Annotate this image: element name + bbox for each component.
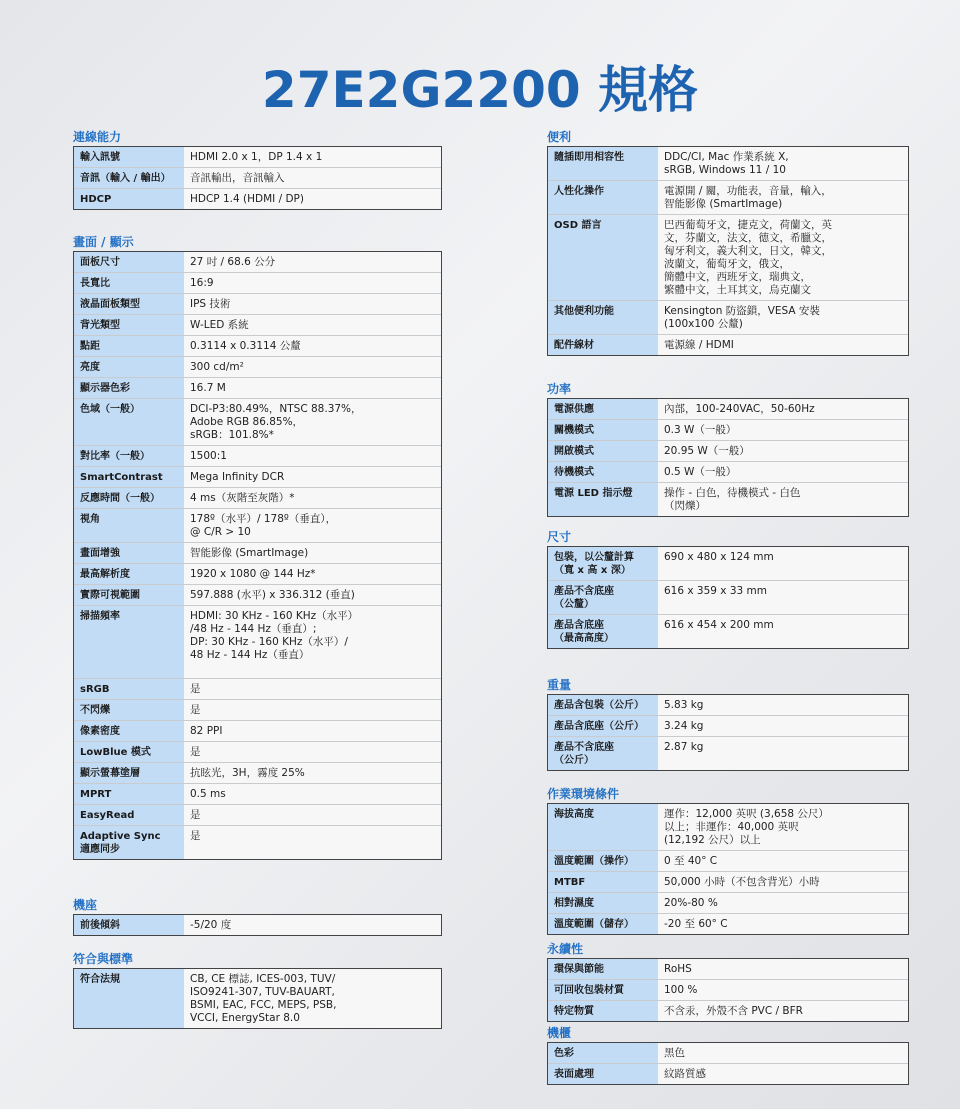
spec-table: [547, 146, 909, 356]
spec-row: [548, 462, 908, 483]
spec-value: -5/20 度: [190, 919, 232, 931]
spec-value: 音訊輸出，音訊輸入: [190, 172, 285, 184]
spec-value: IPS 技術: [190, 298, 231, 310]
spec-value: HDMI 2.0 x 1，DP 1.4 x 1: [190, 151, 323, 163]
spec-value: 1500:1: [190, 450, 227, 462]
spec-section: [547, 128, 909, 356]
spec-row: [548, 914, 908, 934]
spec-key: 環保與節能: [548, 959, 658, 979]
spec-row: [74, 336, 441, 357]
spec-row: [548, 615, 908, 648]
spec-row: [74, 721, 441, 742]
spec-key: 表面處理: [548, 1064, 658, 1084]
spec-row: [74, 399, 441, 446]
section-title: 機櫃: [547, 1026, 572, 1040]
spec-key: 符合法規: [74, 969, 184, 1028]
spec-key: 產品含包裝（公斤）: [548, 695, 658, 715]
spec-value: 20%-80 %: [664, 897, 718, 909]
spec-value: 操作 - 白色，待機模式 - 白色 （閃爍）: [664, 487, 801, 512]
spec-value: 智能影像 (SmartImage): [190, 547, 309, 559]
spec-value: 690 x 480 x 124 mm: [664, 551, 774, 563]
spec-value: 100 %: [664, 984, 698, 996]
section-title: 便利: [547, 130, 572, 144]
spec-value: 16:9: [190, 277, 214, 289]
spec-section: [547, 1024, 909, 1085]
section-title: 功率: [547, 382, 572, 396]
spec-value: 紋路質感: [664, 1068, 706, 1080]
spec-table: [73, 146, 442, 210]
section-title: 作業環境條件: [547, 787, 620, 801]
spec-row: [74, 147, 441, 168]
spec-value: 電源開 / 關，功能表，音量，輸入， 智能影像 (SmartImage): [664, 185, 832, 210]
spec-section: [73, 233, 442, 860]
section-title: 畫面 / 顯示: [73, 235, 134, 249]
spec-key: 可回收包裝材質: [548, 980, 658, 1000]
spec-row: [74, 315, 441, 336]
section-title: 尺寸: [547, 530, 572, 544]
spec-row: [548, 851, 908, 872]
spec-value: 0.3114 x 0.3114 公釐: [190, 340, 301, 352]
spec-section: [73, 896, 442, 936]
spec-value: 616 x 359 x 33 mm: [664, 585, 768, 597]
spec-row: [548, 181, 908, 215]
spec-row: [548, 547, 908, 581]
spec-row: [74, 543, 441, 564]
spec-table: [547, 694, 909, 771]
spec-value: 0 至 40° C: [664, 855, 718, 867]
section-title: 連線能力: [73, 130, 122, 144]
spec-row: [74, 509, 441, 543]
section-title: 符合與標準: [73, 952, 134, 966]
spec-row: [548, 335, 908, 355]
spec-section: [73, 128, 442, 210]
spec-value: 不含汞，外殼不含 PVC / BFR: [664, 1005, 803, 1017]
spec-key: 輸入訊號: [74, 147, 184, 167]
spec-row: [74, 915, 441, 935]
spec-key: LowBlue 模式: [74, 742, 184, 762]
spec-row: [74, 606, 441, 679]
spec-key: 電源 LED 指示燈: [548, 483, 658, 516]
spec-row: [548, 581, 908, 615]
spec-row: [74, 294, 441, 315]
spec-key: 其他便利功能: [548, 301, 658, 334]
spec-key: OSD 語言: [548, 215, 658, 300]
spec-key: MTBF: [548, 872, 658, 892]
spec-value: 82 PPI: [190, 725, 223, 737]
spec-key: SmartContrast: [74, 467, 184, 487]
spec-value: -20 至 60° C: [664, 918, 728, 930]
spec-key: 顯示器色彩: [74, 378, 184, 398]
spec-key: 產品含底座 （最高高度）: [548, 615, 658, 648]
spec-value: 運作：12,000 英呎 (3,658 公尺） 以上；非運作：40,000 英呎 (12,192 公尺）以上: [664, 808, 829, 846]
spec-row: [548, 980, 908, 1001]
spec-table: [547, 958, 909, 1022]
spec-row: [74, 763, 441, 784]
spec-row: [74, 378, 441, 399]
spec-key: 面板尺寸: [74, 252, 184, 272]
spec-key: 畫面增強: [74, 543, 184, 563]
spec-row: [548, 147, 908, 181]
spec-row: [548, 716, 908, 737]
spec-value: 597.888 (水平) x 336.312 (垂直): [190, 589, 355, 601]
spec-key: 電源供應: [548, 399, 658, 419]
spec-key: 相對濕度: [548, 893, 658, 913]
spec-key: 顯示螢幕塗層: [74, 763, 184, 783]
spec-row: [548, 1043, 908, 1064]
spec-value: 20.95 W（一般）: [664, 445, 750, 457]
spec-section: [547, 940, 909, 1022]
page-title: 27E2G2200 規格: [261, 61, 699, 119]
spec-key: MPRT: [74, 784, 184, 804]
spec-key: 最高解析度: [74, 564, 184, 584]
spec-value: 0.5 W（一般）: [664, 466, 737, 478]
spec-row: [548, 959, 908, 980]
spec-key: 點距: [74, 336, 184, 356]
spec-key: 液晶面板類型: [74, 294, 184, 314]
spec-key: 音訊（輸入 / 輸出）: [74, 168, 184, 188]
spec-value: HDCP 1.4 (HDMI / DP): [190, 193, 304, 205]
spec-row: [74, 168, 441, 189]
spec-key: sRGB: [74, 679, 184, 699]
spec-row: [74, 805, 441, 826]
spec-value: CB, CE 標誌, ICES-003, TUV/ ISO9241-307, TUV-BAUART, BSMI, EAC, FCC, MEPS, PSB, VCCI, EnergyStar 8.0: [190, 973, 337, 1024]
spec-row: [548, 737, 908, 770]
spec-key: 人性化操作: [548, 181, 658, 214]
spec-value: 黑色: [664, 1047, 685, 1059]
spec-row: [548, 893, 908, 914]
spec-row: [74, 189, 441, 209]
spec-row: [548, 420, 908, 441]
spec-row: [548, 399, 908, 420]
spec-value: 是: [190, 704, 201, 716]
section-title: 永續性: [547, 942, 584, 956]
spec-row: [74, 488, 441, 509]
spec-table: [73, 251, 442, 860]
spec-key: 亮度: [74, 357, 184, 377]
spec-value: 是: [190, 830, 201, 842]
spec-row: [548, 215, 908, 301]
spec-row: [548, 1001, 908, 1021]
spec-value: 巴西葡萄牙文，捷克文，荷蘭文，英 文，芬蘭文，法文，德文，希臘文， 匈牙利文，義大利文，日文，韓文， 波蘭文，葡萄牙文，俄文， 簡體中文，西班牙文，瑞典文， 繁體中文，土耳其文，烏克蘭文: [664, 219, 832, 296]
spec-row: [74, 679, 441, 700]
spec-row: [548, 441, 908, 462]
spec-key: 溫度範圍（儲存）: [548, 914, 658, 934]
spec-key: 待機模式: [548, 462, 658, 482]
spec-value: W-LED 系統: [190, 319, 249, 331]
spec-table: [73, 968, 442, 1029]
spec-row: [74, 564, 441, 585]
spec-key: Adaptive Sync 適應同步: [74, 826, 184, 859]
spec-value: 電源線 / HDMI: [664, 339, 734, 351]
spec-value: 616 x 454 x 200 mm: [664, 619, 774, 631]
spec-row: [548, 1064, 908, 1084]
spec-section: [547, 785, 909, 935]
spec-value: DCI-P3:80.49%，NTSC 88.37%， Adobe RGB 86.85%， sRGB：101.8%*: [190, 403, 362, 441]
spec-row: [74, 969, 441, 1028]
spec-key: 配件線材: [548, 335, 658, 355]
spec-table: [547, 1042, 909, 1085]
spec-row: [548, 483, 908, 516]
spec-row: [74, 784, 441, 805]
spec-key: 背光類型: [74, 315, 184, 335]
spec-value: 抗眩光，3H，霧度 25%: [190, 767, 305, 779]
spec-table: [547, 546, 909, 649]
spec-value: 是: [190, 746, 201, 758]
spec-row: [548, 804, 908, 851]
spec-value: 16.7 M: [190, 382, 226, 394]
spec-value: Kensington 防盜鎖，VESA 安裝 (100x100 公釐): [664, 305, 820, 330]
spec-value: 是: [190, 683, 201, 695]
spec-key: 包裝，以公釐計算 （寬 x 高 x 深）: [548, 547, 658, 580]
spec-row: [74, 273, 441, 294]
spec-key: 前後傾斜: [74, 915, 184, 935]
spec-key: 開啟模式: [548, 441, 658, 461]
spec-value: 27 吋 / 68.6 公分: [190, 256, 276, 268]
spec-value: 5.83 kg: [664, 699, 704, 711]
spec-table: [547, 398, 909, 517]
spec-key: 色域（一般）: [74, 399, 184, 445]
spec-key: 視角: [74, 509, 184, 542]
spec-key: 不閃爍: [74, 700, 184, 720]
spec-row: [74, 700, 441, 721]
spec-key: 產品不含底座 （公斤）: [548, 737, 658, 770]
spec-value: 2.87 kg: [664, 741, 704, 753]
spec-value: 0.5 ms: [190, 788, 226, 800]
spec-section: [547, 528, 909, 649]
spec-row: [548, 872, 908, 893]
spec-row: [74, 742, 441, 763]
spec-key: 產品不含底座 （公釐）: [548, 581, 658, 614]
spec-key: HDCP: [74, 189, 184, 209]
spec-key: 溫度範圍（操作）: [548, 851, 658, 871]
spec-table: [547, 803, 909, 935]
spec-value: 3.24 kg: [664, 720, 704, 732]
spec-key: 實際可視範圍: [74, 585, 184, 605]
spec-row: [74, 252, 441, 273]
spec-key: EasyRead: [74, 805, 184, 825]
spec-row: [548, 301, 908, 335]
spec-key: 關機模式: [548, 420, 658, 440]
spec-row: [74, 826, 441, 859]
spec-value: DDC/CI, Mac 作業系統 X, sRGB, Windows 11 / 10: [664, 151, 789, 176]
spec-value: 50,000 小時（不包含背光）小時: [664, 876, 820, 888]
spec-section: [547, 380, 909, 517]
spec-value: 178º（水平）/ 178º（垂直）， @ C/R > 10: [190, 513, 337, 538]
spec-row: [548, 695, 908, 716]
spec-value: 內部，100-240VAC，50-60Hz: [664, 403, 815, 415]
spec-section: [73, 950, 442, 1029]
spec-row: [74, 357, 441, 378]
spec-section: [547, 676, 909, 771]
spec-key: 掃描頻率: [74, 606, 184, 678]
section-title: 機座: [73, 898, 98, 912]
spec-key: 像素密度: [74, 721, 184, 741]
spec-row: [74, 467, 441, 488]
spec-key: 特定物質: [548, 1001, 658, 1021]
section-title: 重量: [547, 678, 572, 692]
spec-row: [74, 446, 441, 467]
spec-table: [73, 914, 442, 936]
spec-key: 產品含底座（公斤）: [548, 716, 658, 736]
spec-key: 對比率（一般）: [74, 446, 184, 466]
spec-value: Mega Infinity DCR: [190, 471, 285, 483]
spec-value: 1920 x 1080 @ 144 Hz*: [190, 568, 316, 580]
spec-key: 海拔高度: [548, 804, 658, 850]
spec-value: 是: [190, 809, 201, 821]
spec-key: 隨插即用相容性: [548, 147, 658, 180]
spec-key: 色彩: [548, 1043, 658, 1063]
spec-key: 反應時間（一般）: [74, 488, 184, 508]
spec-row: [74, 585, 441, 606]
spec-key: 長寬比: [74, 273, 184, 293]
spec-value: RoHS: [664, 963, 692, 975]
spec-value: 300 cd/m²: [190, 361, 244, 373]
spec-value: 0.3 W（一般）: [664, 424, 737, 436]
spec-value: 4 ms（灰階至灰階）*: [190, 492, 295, 504]
spec-value: HDMI: 30 KHz - 160 KHz（水平） /48 Hz - 144 Hz（垂直）; DP: 30 KHz - 160 KHz（水平）/ 48 Hz - 144 Hz（垂直）: [190, 610, 359, 661]
